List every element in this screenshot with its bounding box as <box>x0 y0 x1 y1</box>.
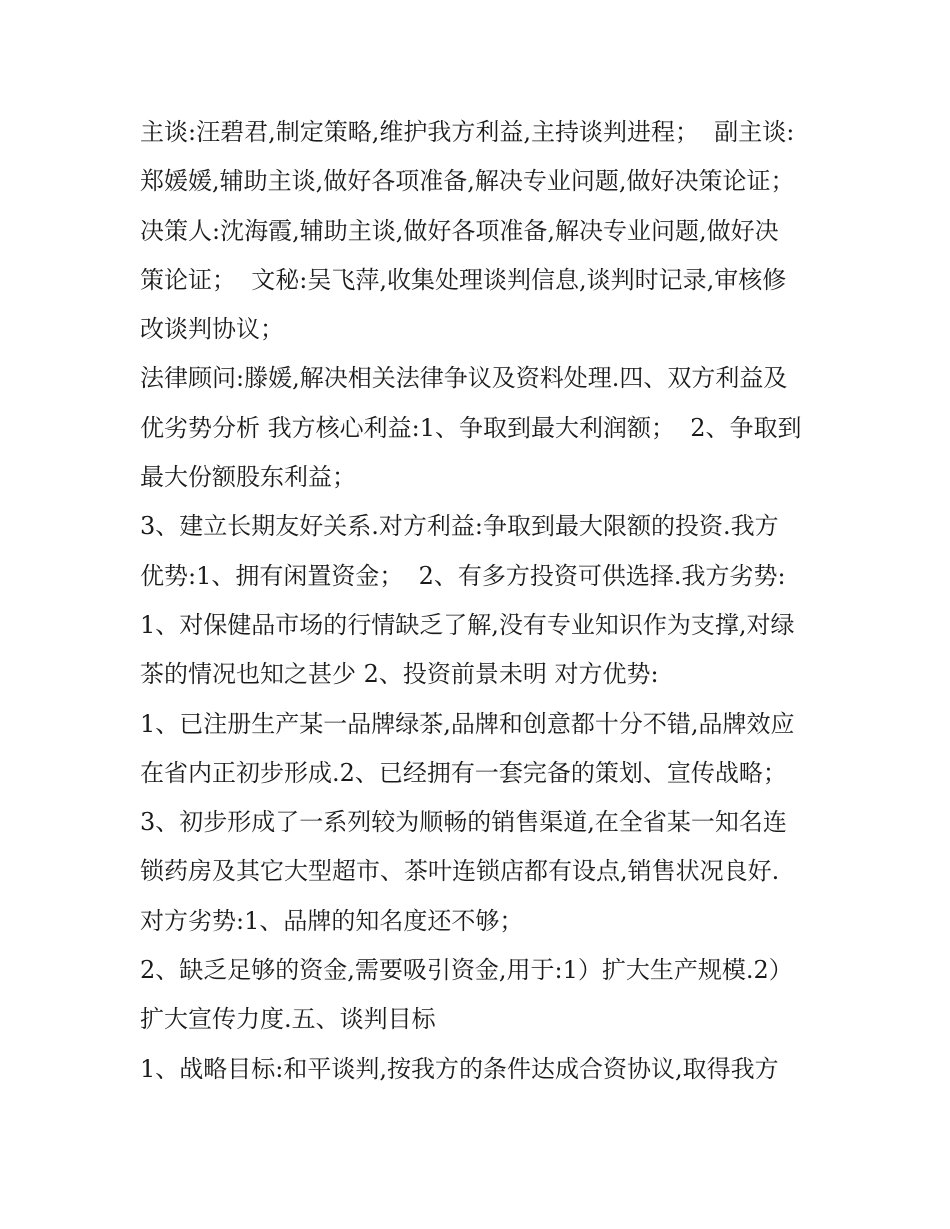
text-line-9: 3、建立长期友好关系.对方利益:争取到最大限额的投资.我方 <box>140 512 779 541</box>
text-line-12: 茶的情况也知之甚少 2、投资前景未明 对方优势: <box>140 660 659 689</box>
text-line-17: 对方劣势:1、品牌的知名度还不够； <box>140 906 524 935</box>
text-line-1: 主谈:汪碧君,制定策略,维护我方利益,主持谈判进程； 副主谈: <box>140 118 795 146</box>
text-line-6: 法律顾问:滕媛,解决相关法律争议及资料处理.四、双方利益及 <box>140 364 788 393</box>
text-line-3: 决策人:沈海霞,辅助主谈,做好各项准备,解决专业问题,做好决 <box>140 216 779 245</box>
text-line-8: 最大份额股东利益； <box>140 463 356 492</box>
text-line-11: 1、对保健品市场的行情缺乏了解,没有专业知识作为支撑,对绿 <box>140 610 795 639</box>
text-line-18: 2、缺乏足够的资金,需要吸引资金,用于:1）扩大生产规模.2） <box>140 956 793 985</box>
text-line-10: 优势:1、拥有闲置资金； 2、有多方投资可供选择.我方劣势: <box>140 561 786 590</box>
text-line-2: 郑媛媛,辅助主谈,做好各项准备,解决专业问题,做好决策论证； <box>140 167 795 196</box>
document-body <box>140 108 820 1094</box>
text-line-15: 3、初步形成了一系列较为顺畅的销售渠道,在全省某一知名连 <box>140 808 787 837</box>
text-line-20: 1、战略目标:和平谈判,按我方的条件达成合资协议,取得我方 <box>140 1054 779 1083</box>
text-line-16: 锁药房及其它大型超市、茶叶连锁店都有设点,销售状况良好. <box>140 857 780 886</box>
text-line-14: 在省内正初步形成.2、已经拥有一套完备的策划、宣传战略； <box>140 758 787 787</box>
text-line-5: 改谈判协议； <box>140 315 284 344</box>
text-line-13: 1、已注册生产某一品牌绿茶,品牌和创意都十分不错,品牌效应 <box>140 709 795 738</box>
text-line-19: 扩大宣传力度.五、谈判目标 <box>140 1005 436 1034</box>
text-line-4: 策论证； 文秘:吴飞萍,收集处理谈判信息,谈判时记录,审核修 <box>140 265 787 294</box>
text-line-7: 优劣势分析 我方核心利益:1、争取到最大利润额； 2、争取到 <box>140 413 802 442</box>
